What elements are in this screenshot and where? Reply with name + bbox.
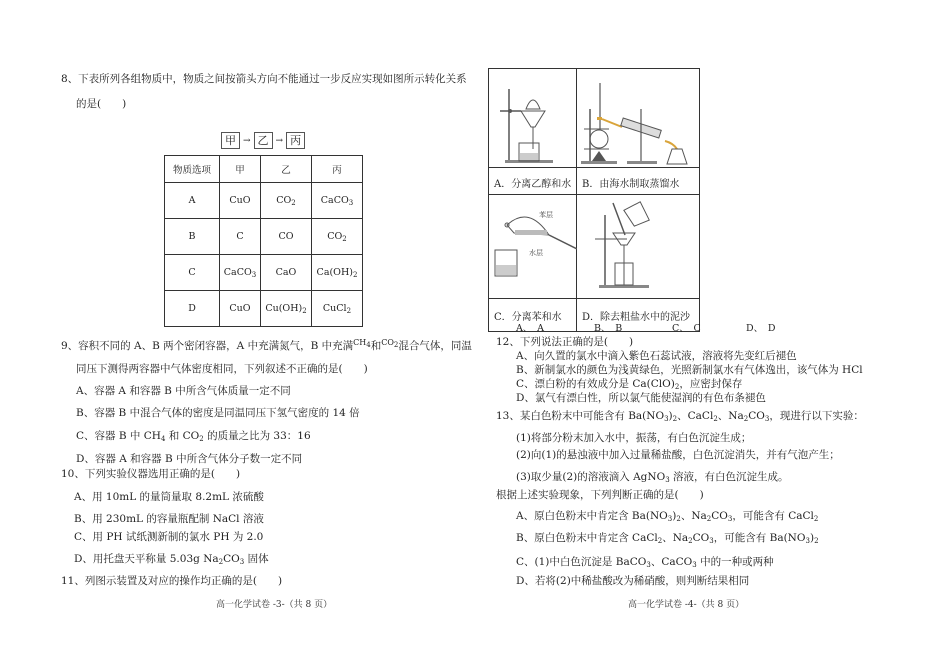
conversion-chain-diagram [221,132,305,149]
cell-d-label: D．除去粗盐水中的泥沙 [582,312,691,323]
separatory-funnel-stand-figure [489,69,577,168]
q11-choice-d: D、 D [746,323,776,334]
cell-b-label: B．由海水制取蒸馏水 [577,168,699,195]
q9-option-c: C、容器 B 中 $CH_4$ 和 $CO_2$ 的质量之比为 33：16 [76,430,311,443]
chain-bing: 丙 [286,132,305,149]
page-footer-left: 高一化学试卷 -3-（共 8 页） [216,600,333,610]
cell-option: D [165,291,220,327]
header-yi: 乙 [261,156,312,183]
table-row [165,219,363,255]
separatory-funnel-layers-figure [489,195,577,299]
q9-stem-line1: 9、容积不同的 A、B 两个密闭容器，A 中充满氮气，B 中充满$^{CH_4}$和$^{CO_2}$混合气体，同温 [61,338,472,352]
header-jia: 甲 [220,156,261,183]
q8-stem-line1: 8、下表所列各组物质中，物质之间按箭头方向不能通过一步反应实现如图所示转化关系 [61,73,467,85]
cell-jia: CuO [220,291,261,327]
q13-option-c: C、(1)中白色沉淀是 BaCO$_3$、CaCO$_3$ 中的一种或两种 [516,556,774,569]
q9-option-b: B、容器 B 中混合气体的密度是同温同压下氢气密度的 14 倍 [76,407,360,419]
cell-option: C [165,255,220,291]
q13-option-b: B、原白色粉末中肯定含 CaCl$_2$、$Na_2CO_3$，可能含有 $Ba(NO_3)_2$ [516,532,819,545]
cell-yi: $CO_2$ [261,183,312,219]
cell-a-figure [489,69,577,168]
chain-yi: 乙 [254,132,273,149]
cell-yi: CO [261,219,312,255]
header-bing: 丙 [312,156,363,183]
cell-c-figure [489,195,577,299]
cell-d-figure [577,195,699,299]
table-row [165,255,363,291]
cell-jia: CaCO$_3$ [220,255,261,291]
q11-choice-c: C、 C [672,323,701,334]
q12-option-c: C、漂白粉的有效成分是 $Ca(ClO)_2$，应密封保存 [516,378,743,391]
filtration-apparatus-figure [577,195,699,299]
table-header-row [165,156,363,183]
q10-option-a: A、用 10mL 的量筒量取 8.2mL 浓硫酸 [74,491,264,503]
q10-option-d: D、用托盘天平称量 5.03g $Na_2CO_3$ 固体 [74,553,269,566]
q10-option-b: B、用 230mL 的容量瓶配制 NaCl 溶液 [74,513,264,525]
q12-option-d: D、氯气有漂白性，所以氯气能使湿润的有色布条褪色 [516,392,766,404]
cell-option: A [165,183,220,219]
q9-option-d: D、容器 A 和容器 B 中所含气体分子数一定不同 [76,453,303,465]
q9-stem-line2: 同压下测得两容器中气体密度相同，下列叙述不正确的是( ) [76,363,368,375]
distillation-apparatus-figure [577,69,699,168]
q13-stem: 13、某白色粉末中可能含有 $Ba(NO_3)_2$、CaCl$_2$、$Na_2CO_3$，现进行以下实验： [496,410,864,423]
cell-yi: CaO [261,255,312,291]
q12-option-b: B、新制氯水的颜色为浅黄绿色，光照新制氯水有气体逸出，该气体为 HCl [516,364,863,376]
q11-stem: 11、列图示装置及对应的操作均正确的是( ) [61,575,283,587]
table-row [165,183,363,219]
cell-bing: CuCl$_2$ [312,291,363,327]
q13-option-a: A、原白色粉末中肯定含 $Ba(NO_3)_2$、$Na_2CO_3$，可能含有 CaCl$_2$ [516,510,819,523]
apparatus-table [488,68,700,332]
q11-choice-b: B、 B [594,323,623,334]
cell-option: B [165,219,220,255]
q13-step-1: (1)将部分粉末加入水中，振荡，有白色沉淀生成； [516,432,752,444]
table-row [165,291,363,327]
arrow-right-icon: → [243,135,251,146]
water-layer-annotation: 水层 [529,249,543,257]
substance-table [164,155,363,327]
arrow-right-icon: → [275,135,284,146]
q13-step-3: (3)取少量(2)的溶液滴入 AgNO$_3$ 溶液，有白色沉淀生成。 [516,471,789,484]
q13-step-2: (2)向(1)的悬浊液中加入过量稀盐酸，白色沉淀消失，并有气泡产生； [516,449,840,461]
cell-jia: C [220,219,261,255]
q12-stem: 12、下列说法正确的是( ) [496,336,634,348]
benzene-layer-annotation: 苯层 [539,211,553,219]
q10-stem: 10、下列实验仪器选用正确的是( ) [61,468,241,480]
q10-option-c: C、用 PH 试纸测新制的氯水 PH 为 2.0 [74,531,264,543]
q11-choice-a: A、 A [516,323,544,334]
q8-stem-line2: 的是( ) [76,98,127,110]
cell-b-figure [577,69,699,168]
q13-question: 根据上述实验现象，下列判断正确的是( ) [496,489,704,501]
cell-c-label: C．分离苯和水 [489,299,577,331]
chain-jia: 甲 [221,132,240,149]
q9-option-a: A、容器 A 和容器 B 中所含气体质量一定不同 [76,385,291,397]
page-footer-right: 高一化学试卷 -4-（共 8 页） [628,600,745,610]
cell-jia: CuO [220,183,261,219]
header-option: 物质选项 [165,156,220,183]
cell-yi: $Cu(OH)_2$ [261,291,312,327]
q12-option-a: A、向久置的氯水中滴入紫色石蕊试液，溶液将先变红后褪色 [516,350,797,362]
cell-bing: $Ca(OH)_2$ [312,255,363,291]
q13-option-d: D、若将(2)中稀盐酸改为稀硝酸，则判断结果相同 [516,575,750,587]
cell-bing: CaCO$_3$ [312,183,363,219]
cell-bing: $CO_2$ [312,219,363,255]
cell-a-label: A．分离乙醇和水 [489,168,577,195]
